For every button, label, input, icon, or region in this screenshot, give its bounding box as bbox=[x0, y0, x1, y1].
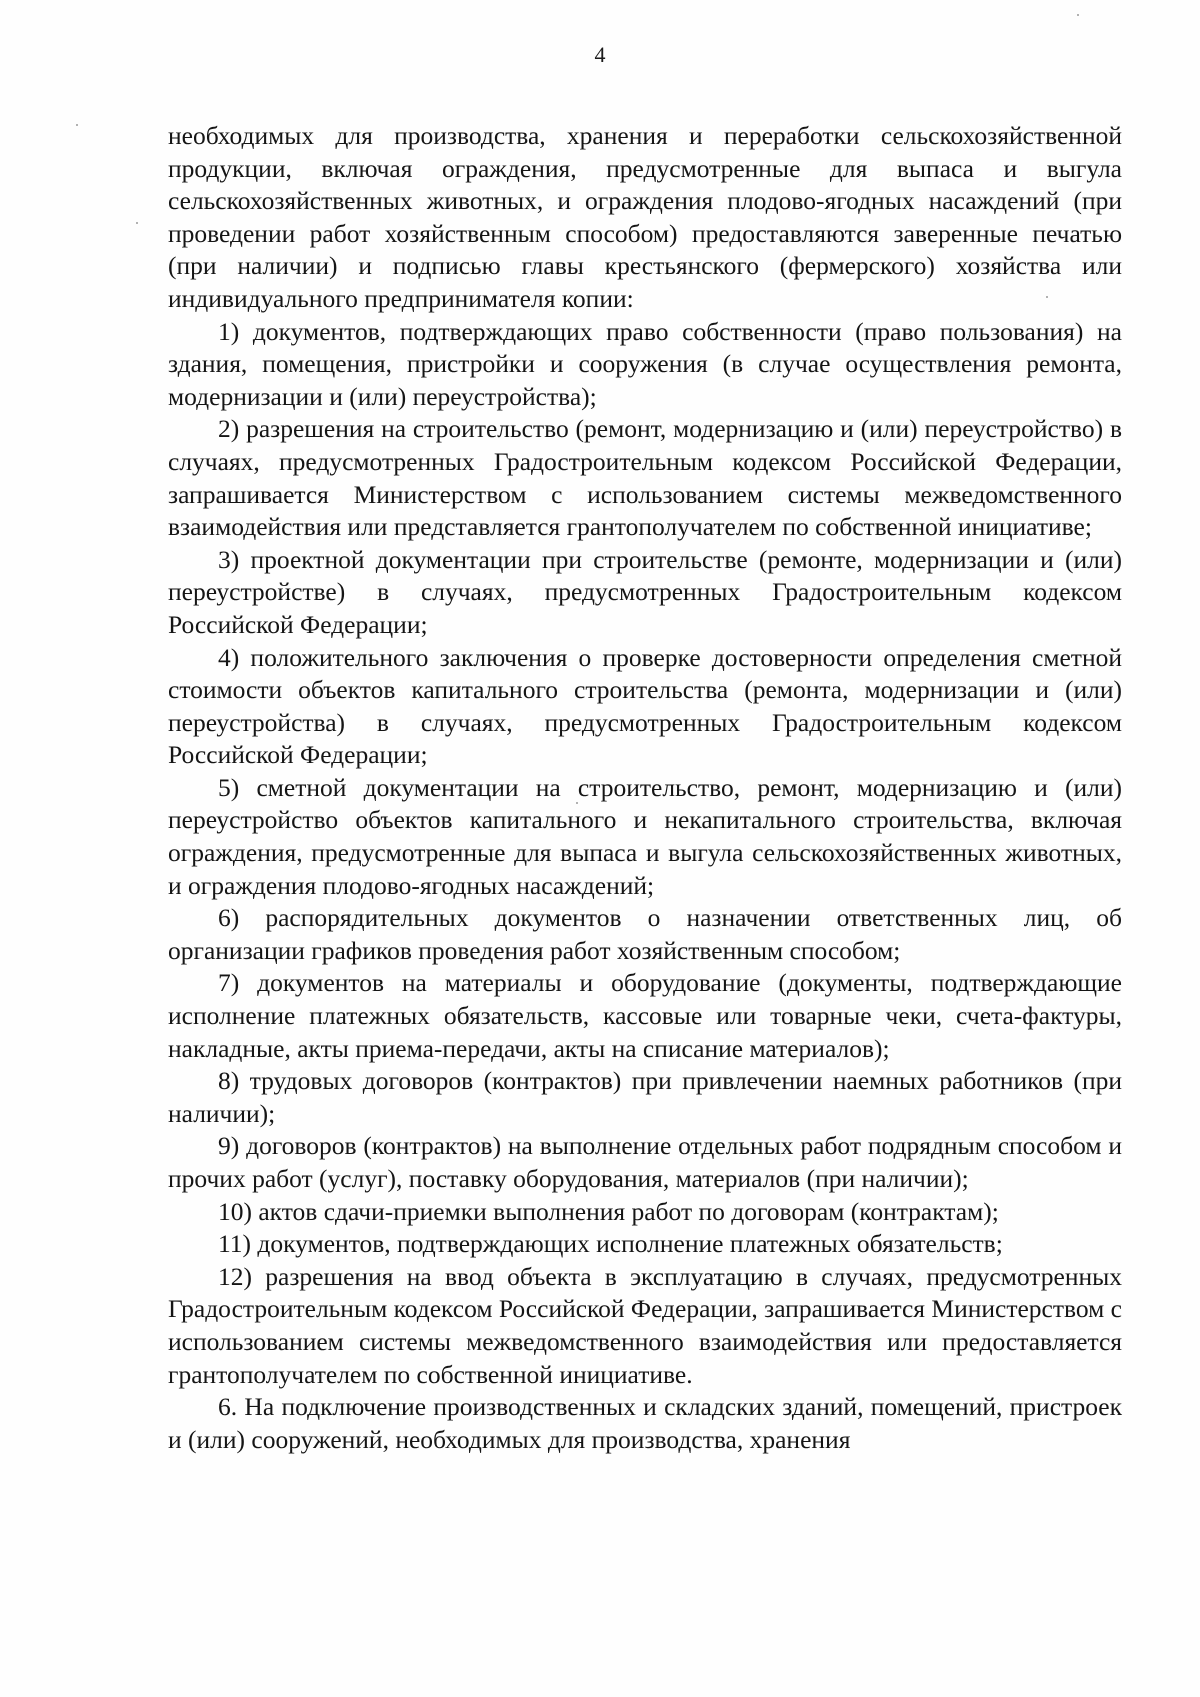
scan-speck bbox=[1046, 296, 1048, 298]
paragraph-6: 6. На подключение производственных и складских зданий, помещений, пристроек и (или) сооружений, необходимых для производства, хранения bbox=[168, 1392, 1122, 1454]
paragraph-intro-continuation: необходимых для производства, хранения и переработки сельскохозяйственной продукции, включая ограждения, предусмотренные для выпаса и выгула сельскохозяйственных животных, и ограждения плодово-ягодных насаждений (при проведении работ хозяйственным способом) предоставляются заверенные печатью (при наличии) и подписью главы крестьянского (фермерского) хозяйства или индивидуального предпринимателя копии: bbox=[168, 121, 1122, 313]
list-item-10: 10) актов сдачи-приемки выполнения работ по договорам (контрактам); bbox=[218, 1196, 999, 1226]
scan-speck bbox=[136, 222, 138, 224]
list-item-12: 12) разрешения на ввод объекта в эксплуатацию в случаях, предусмотренных Градостроительным кодексом Российской Федерации, запрашивается Министерством с использованием системы межведомственного взаимодействия или предоставляется грантополучателем по собственной инициативе. bbox=[168, 1261, 1122, 1389]
list-item-8: 8) трудовых договоров (контрактов) при привлечении наемных работников (при наличии); bbox=[168, 1066, 1122, 1128]
scan-speck bbox=[576, 802, 578, 804]
list-item-2: 2) разрешения на строительство (ремонт, модернизацию и (или) переустройство) в случаях, предусмотренных Градостроительным кодексом Российской Федерации, запрашивается Министерством с использованием системы межведомственного взаимодействия или представляется грантополучателем по собственной инициативе; bbox=[168, 414, 1122, 542]
list-item-9: 9) договоров (контрактов) на выполнение отдельных работ подрядным способом и прочих работ (услуг), поставку оборудования, материалов (при наличии); bbox=[168, 1131, 1122, 1193]
scan-speck bbox=[76, 124, 78, 126]
document-body bbox=[168, 120, 1122, 1456]
list-item-1: 1) документов, подтверждающих право собственности (право пользования) на здания, помещения, пристройки и сооружения (в случае осуществления ремонта, модернизации и (или) переустройства); bbox=[168, 316, 1122, 411]
list-item-3: 3) проектной документации при строительстве (ремонте, модернизации и (или) переустройстве) в случаях, предусмотренных Градостроительным кодексом Российской Федерации; bbox=[168, 544, 1122, 639]
scan-speck bbox=[1077, 14, 1079, 16]
list-item-6: 6) распорядительных документов о назначении ответственных лиц, об организации графиков проведения работ хозяйственным способом; bbox=[168, 903, 1122, 965]
list-item-11: 11) документов, подтверждающих исполнение платежных обязательств; bbox=[218, 1229, 1003, 1259]
list-item-5: 5) сметной документации на строительство, ремонт, модернизацию и (или) переустройство объектов капитального и некапитального строительства, включая ограждения, предусмотренные для выпаса и выгула сельскохозяйственных животных, и ограждения плодово-ягодных насаждений; bbox=[168, 772, 1122, 900]
list-item-7: 7) документов на материалы и оборудование (документы, подтверждающие исполнение платежных обязательств, кассовые или товарные чеки, счета-фактуры, накладные, акты приема-передачи, акты на списание материалов); bbox=[168, 968, 1122, 1063]
page-number: 4 bbox=[594, 42, 606, 67]
list-item-4: 4) положительного заключения о проверке достоверности определения сметной стоимости объектов капитального строительства (ремонта, модернизации и (или) переустройства) в случаях, предусмотренных Градостроительным кодексом Российской Федерации; bbox=[168, 642, 1122, 770]
